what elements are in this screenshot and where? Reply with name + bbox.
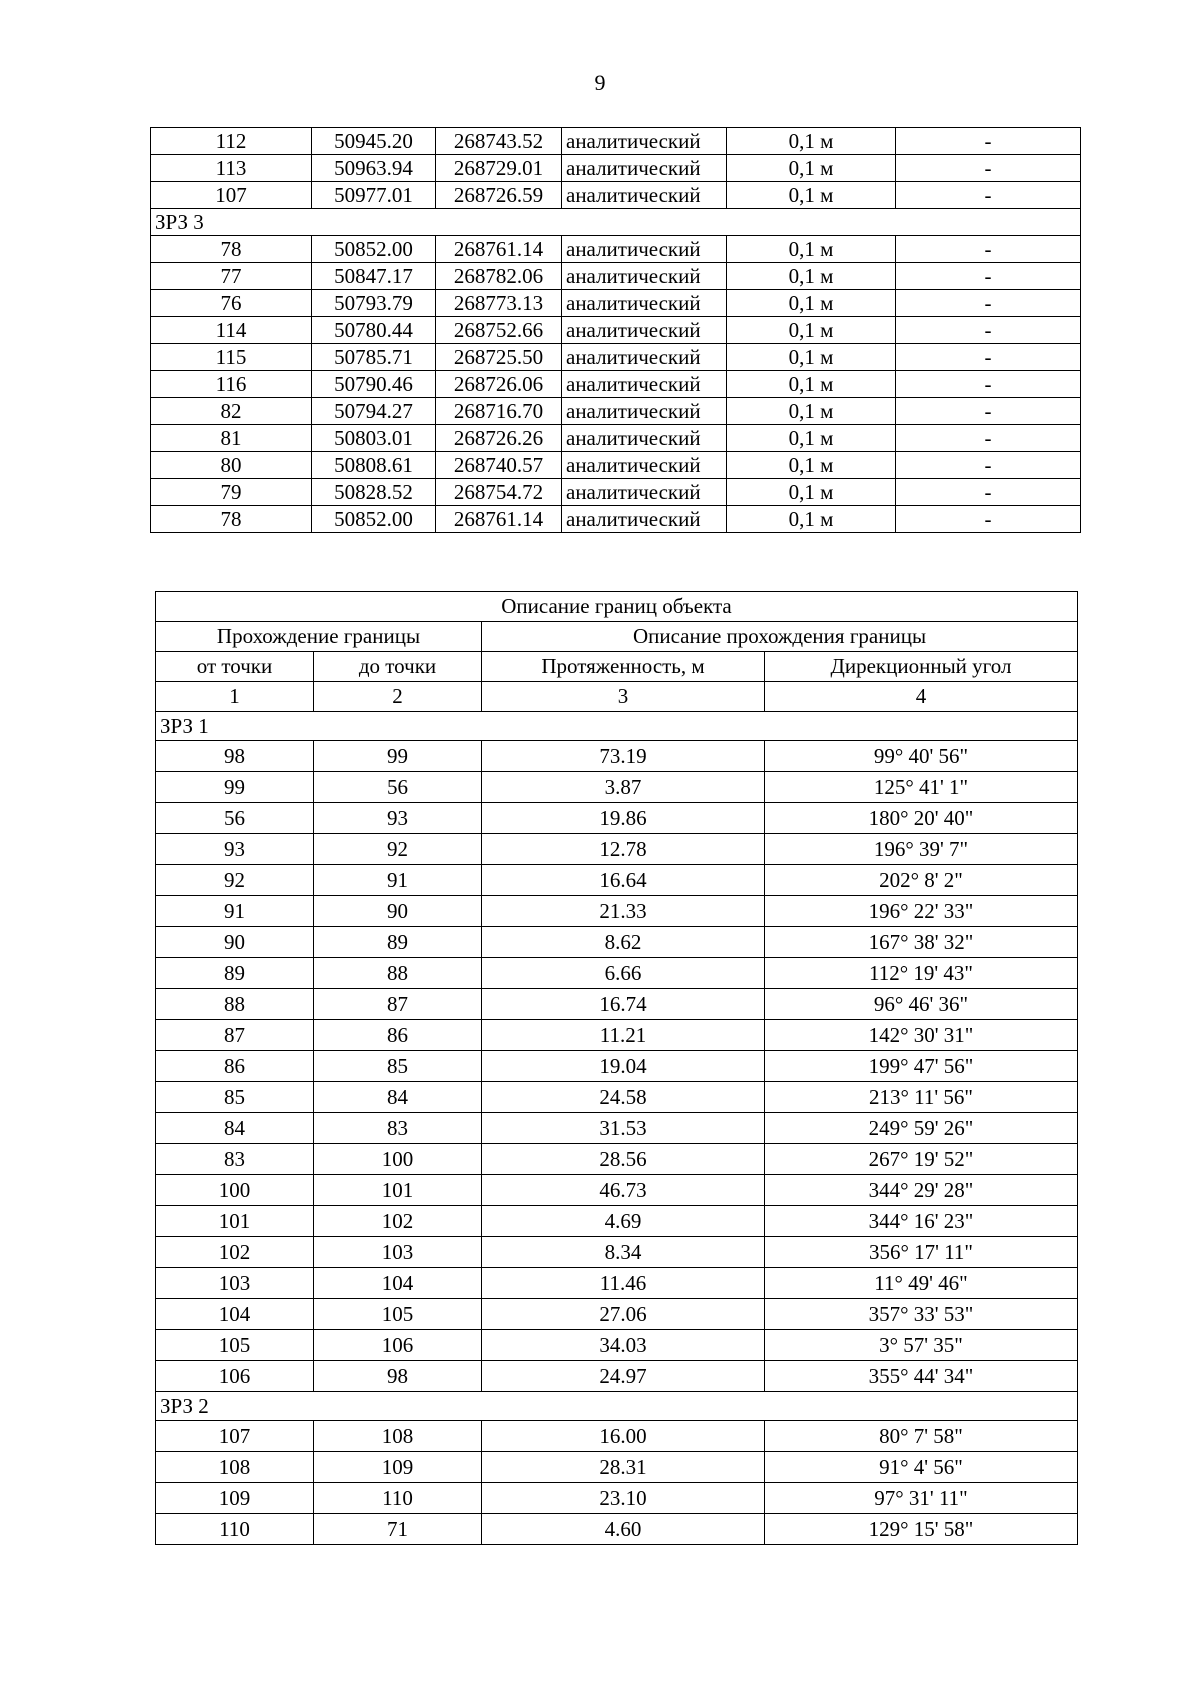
length-cell: 31.53 <box>482 1113 765 1144</box>
method-cell: аналитический <box>562 479 727 506</box>
y-coordinate-cell: 268782.06 <box>436 263 562 290</box>
length-cell: 11.21 <box>482 1020 765 1051</box>
table-row <box>151 506 1081 533</box>
length-cell: 6.66 <box>482 958 765 989</box>
table-row <box>156 1082 1078 1113</box>
table-row <box>156 1144 1078 1175</box>
x-coordinate-cell: 50852.00 <box>312 236 436 263</box>
method-cell: аналитический <box>562 263 727 290</box>
to-point-cell: 84 <box>314 1082 482 1113</box>
from-point-cell: 103 <box>156 1268 314 1299</box>
table-row <box>156 1051 1078 1082</box>
point-number-cell: 82 <box>151 398 312 425</box>
direction-angle-cell: 267° 19' 52" <box>765 1144 1078 1175</box>
table-row <box>151 425 1081 452</box>
to-point-cell: 98 <box>314 1361 482 1392</box>
accuracy-cell: 0,1 м <box>727 425 896 452</box>
note-cell: - <box>896 182 1081 209</box>
method-cell: аналитический <box>562 128 727 155</box>
method-cell: аналитический <box>562 317 727 344</box>
x-coordinate-cell: 50808.61 <box>312 452 436 479</box>
section-label: ЗРЗ 1 <box>156 712 1078 741</box>
to-point-cell: 99 <box>314 741 482 772</box>
table-row <box>151 290 1081 317</box>
length-cell: 23.10 <box>482 1483 765 1514</box>
to-point-cell: 89 <box>314 927 482 958</box>
from-point-cell: 100 <box>156 1175 314 1206</box>
direction-angle-cell: 142° 30' 31" <box>765 1020 1078 1051</box>
to-point-cell: 83 <box>314 1113 482 1144</box>
table-row <box>156 1483 1078 1514</box>
direction-angle-cell: 99° 40' 56" <box>765 741 1078 772</box>
table-row <box>156 865 1078 896</box>
from-point-cell: 101 <box>156 1206 314 1237</box>
table-row <box>156 989 1078 1020</box>
point-number-cell: 78 <box>151 506 312 533</box>
length-cell: 73.19 <box>482 741 765 772</box>
method-cell: аналитический <box>562 236 727 263</box>
length-cell: 24.58 <box>482 1082 765 1113</box>
column-header-angle: Дирекционный угол <box>765 652 1078 682</box>
accuracy-cell: 0,1 м <box>727 452 896 479</box>
table-row <box>151 344 1081 371</box>
group-header-passage: Прохождение границы <box>156 622 482 652</box>
table-row <box>156 772 1078 803</box>
group-header-row <box>156 622 1078 652</box>
point-number-cell: 76 <box>151 290 312 317</box>
table-row <box>156 834 1078 865</box>
to-point-cell: 102 <box>314 1206 482 1237</box>
direction-angle-cell: 11° 49' 46" <box>765 1268 1078 1299</box>
column-header-to: до точки <box>314 652 482 682</box>
table-row <box>156 1330 1078 1361</box>
length-cell: 28.31 <box>482 1452 765 1483</box>
to-point-cell: 56 <box>314 772 482 803</box>
y-coordinate-cell: 268761.14 <box>436 506 562 533</box>
accuracy-cell: 0,1 м <box>727 398 896 425</box>
accuracy-cell: 0,1 м <box>727 128 896 155</box>
x-coordinate-cell: 50945.20 <box>312 128 436 155</box>
table-row <box>156 1113 1078 1144</box>
point-number-cell: 112 <box>151 128 312 155</box>
table-row <box>151 236 1081 263</box>
y-coordinate-cell: 268726.59 <box>436 182 562 209</box>
note-cell: - <box>896 506 1081 533</box>
note-cell: - <box>896 398 1081 425</box>
direction-angle-cell: 125° 41' 1" <box>765 772 1078 803</box>
point-number-cell: 78 <box>151 236 312 263</box>
table-row <box>151 263 1081 290</box>
accuracy-cell: 0,1 м <box>727 155 896 182</box>
accuracy-cell: 0,1 м <box>727 236 896 263</box>
from-point-cell: 56 <box>156 803 314 834</box>
table-row <box>151 398 1081 425</box>
from-point-cell: 83 <box>156 1144 314 1175</box>
accuracy-cell: 0,1 м <box>727 290 896 317</box>
length-cell: 8.62 <box>482 927 765 958</box>
group-header-description: Описание прохождения границы <box>482 622 1078 652</box>
table-row <box>156 1514 1078 1545</box>
table-title-row <box>156 592 1078 622</box>
accuracy-cell: 0,1 м <box>727 182 896 209</box>
from-point-cell: 87 <box>156 1020 314 1051</box>
y-coordinate-cell: 268726.26 <box>436 425 562 452</box>
borders-description-table <box>155 591 1078 1545</box>
length-cell: 46.73 <box>482 1175 765 1206</box>
y-coordinate-cell: 268725.50 <box>436 344 562 371</box>
y-coordinate-cell: 268740.57 <box>436 452 562 479</box>
method-cell: аналитический <box>562 425 727 452</box>
y-coordinate-cell: 268716.70 <box>436 398 562 425</box>
method-cell: аналитический <box>562 290 727 317</box>
to-point-cell: 109 <box>314 1452 482 1483</box>
table-row <box>156 1020 1078 1051</box>
direction-angle-cell: 167° 38' 32" <box>765 927 1078 958</box>
x-coordinate-cell: 50852.00 <box>312 506 436 533</box>
method-cell: аналитический <box>562 506 727 533</box>
to-point-cell: 92 <box>314 834 482 865</box>
note-cell: - <box>896 371 1081 398</box>
from-point-cell: 88 <box>156 989 314 1020</box>
y-coordinate-cell: 268761.14 <box>436 236 562 263</box>
table-row <box>156 803 1078 834</box>
accuracy-cell: 0,1 м <box>727 344 896 371</box>
x-coordinate-cell: 50793.79 <box>312 290 436 317</box>
from-point-cell: 109 <box>156 1483 314 1514</box>
point-number-cell: 79 <box>151 479 312 506</box>
to-point-cell: 88 <box>314 958 482 989</box>
length-cell: 4.60 <box>482 1514 765 1545</box>
point-number-cell: 77 <box>151 263 312 290</box>
accuracy-cell: 0,1 м <box>727 479 896 506</box>
accuracy-cell: 0,1 м <box>727 263 896 290</box>
method-cell: аналитический <box>562 344 727 371</box>
x-coordinate-cell: 50794.27 <box>312 398 436 425</box>
accuracy-cell: 0,1 м <box>727 317 896 344</box>
direction-angle-cell: 202° 8' 2" <box>765 865 1078 896</box>
note-cell: - <box>896 479 1081 506</box>
length-cell: 8.34 <box>482 1237 765 1268</box>
point-number-cell: 115 <box>151 344 312 371</box>
x-coordinate-cell: 50977.01 <box>312 182 436 209</box>
length-cell: 4.69 <box>482 1206 765 1237</box>
method-cell: аналитический <box>562 182 727 209</box>
y-coordinate-cell: 268752.66 <box>436 317 562 344</box>
x-coordinate-cell: 50963.94 <box>312 155 436 182</box>
table-row <box>151 155 1081 182</box>
point-number-cell: 114 <box>151 317 312 344</box>
table-row <box>151 317 1081 344</box>
accuracy-cell: 0,1 м <box>727 506 896 533</box>
direction-angle-cell: 344° 16' 23" <box>765 1206 1078 1237</box>
x-coordinate-cell: 50785.71 <box>312 344 436 371</box>
column-header-row <box>156 652 1078 682</box>
direction-angle-cell: 80° 7' 58" <box>765 1421 1078 1452</box>
note-cell: - <box>896 452 1081 479</box>
x-coordinate-cell: 50828.52 <box>312 479 436 506</box>
to-point-cell: 110 <box>314 1483 482 1514</box>
direction-angle-cell: 196° 22' 33" <box>765 896 1078 927</box>
table-row <box>156 741 1078 772</box>
note-cell: - <box>896 128 1081 155</box>
table-row <box>156 1175 1078 1206</box>
to-point-cell: 86 <box>314 1020 482 1051</box>
table-row <box>156 958 1078 989</box>
section-row <box>156 1392 1078 1421</box>
length-cell: 12.78 <box>482 834 765 865</box>
direction-angle-cell: 112° 19' 43" <box>765 958 1078 989</box>
from-point-cell: 105 <box>156 1330 314 1361</box>
y-coordinate-cell: 268743.52 <box>436 128 562 155</box>
table-row <box>156 1268 1078 1299</box>
from-point-cell: 98 <box>156 741 314 772</box>
from-point-cell: 110 <box>156 1514 314 1545</box>
length-cell: 27.06 <box>482 1299 765 1330</box>
column-number-row <box>156 682 1078 712</box>
note-cell: - <box>896 317 1081 344</box>
table-row <box>151 371 1081 398</box>
column-number: 4 <box>765 682 1078 712</box>
y-coordinate-cell: 268729.01 <box>436 155 562 182</box>
table-row <box>156 1206 1078 1237</box>
to-point-cell: 103 <box>314 1237 482 1268</box>
direction-angle-cell: 199° 47' 56" <box>765 1051 1078 1082</box>
table-row <box>156 896 1078 927</box>
length-cell: 21.33 <box>482 896 765 927</box>
x-coordinate-cell: 50780.44 <box>312 317 436 344</box>
table-row <box>151 128 1081 155</box>
length-cell: 16.00 <box>482 1421 765 1452</box>
length-cell: 11.46 <box>482 1268 765 1299</box>
point-number-cell: 107 <box>151 182 312 209</box>
y-coordinate-cell: 268773.13 <box>436 290 562 317</box>
length-cell: 3.87 <box>482 772 765 803</box>
note-cell: - <box>896 263 1081 290</box>
to-point-cell: 105 <box>314 1299 482 1330</box>
from-point-cell: 84 <box>156 1113 314 1144</box>
length-cell: 16.64 <box>482 865 765 896</box>
direction-angle-cell: 196° 39' 7" <box>765 834 1078 865</box>
from-point-cell: 99 <box>156 772 314 803</box>
table-title: Описание границ объекта <box>156 592 1078 622</box>
table-row <box>156 1421 1078 1452</box>
table-row <box>156 1452 1078 1483</box>
section-label: ЗРЗ 2 <box>156 1392 1078 1421</box>
direction-angle-cell: 97° 31' 11" <box>765 1483 1078 1514</box>
table-row <box>156 927 1078 958</box>
to-point-cell: 87 <box>314 989 482 1020</box>
to-point-cell: 71 <box>314 1514 482 1545</box>
to-point-cell: 93 <box>314 803 482 834</box>
y-coordinate-cell: 268726.06 <box>436 371 562 398</box>
point-number-cell: 116 <box>151 371 312 398</box>
direction-angle-cell: 180° 20' 40" <box>765 803 1078 834</box>
from-point-cell: 104 <box>156 1299 314 1330</box>
from-point-cell: 108 <box>156 1452 314 1483</box>
direction-angle-cell: 249° 59' 26" <box>765 1113 1078 1144</box>
from-point-cell: 102 <box>156 1237 314 1268</box>
column-number: 3 <box>482 682 765 712</box>
point-number-cell: 113 <box>151 155 312 182</box>
page-number: 9 <box>594 70 606 95</box>
to-point-cell: 104 <box>314 1268 482 1299</box>
direction-angle-cell: 91° 4' 56" <box>765 1452 1078 1483</box>
to-point-cell: 90 <box>314 896 482 927</box>
direction-angle-cell: 129° 15' 58" <box>765 1514 1078 1545</box>
point-number-cell: 81 <box>151 425 312 452</box>
from-point-cell: 93 <box>156 834 314 865</box>
coordinates-table <box>150 127 1081 533</box>
direction-angle-cell: 357° 33' 53" <box>765 1299 1078 1330</box>
length-cell: 16.74 <box>482 989 765 1020</box>
to-point-cell: 106 <box>314 1330 482 1361</box>
note-cell: - <box>896 155 1081 182</box>
table-row <box>156 1299 1078 1330</box>
length-cell: 24.97 <box>482 1361 765 1392</box>
table-row <box>156 1237 1078 1268</box>
note-cell: - <box>896 425 1081 452</box>
x-coordinate-cell: 50803.01 <box>312 425 436 452</box>
column-number: 1 <box>156 682 314 712</box>
to-point-cell: 108 <box>314 1421 482 1452</box>
method-cell: аналитический <box>562 452 727 479</box>
length-cell: 19.04 <box>482 1051 765 1082</box>
length-cell: 28.56 <box>482 1144 765 1175</box>
method-cell: аналитический <box>562 371 727 398</box>
direction-angle-cell: 355° 44' 34" <box>765 1361 1078 1392</box>
from-point-cell: 86 <box>156 1051 314 1082</box>
length-cell: 34.03 <box>482 1330 765 1361</box>
accuracy-cell: 0,1 м <box>727 371 896 398</box>
direction-angle-cell: 344° 29' 28" <box>765 1175 1078 1206</box>
from-point-cell: 89 <box>156 958 314 989</box>
to-point-cell: 100 <box>314 1144 482 1175</box>
method-cell: аналитический <box>562 155 727 182</box>
note-cell: - <box>896 290 1081 317</box>
section-row <box>156 712 1078 741</box>
x-coordinate-cell: 50847.17 <box>312 263 436 290</box>
table-row <box>151 182 1081 209</box>
direction-angle-cell: 356° 17' 11" <box>765 1237 1078 1268</box>
from-point-cell: 92 <box>156 865 314 896</box>
length-cell: 19.86 <box>482 803 765 834</box>
direction-angle-cell: 96° 46' 36" <box>765 989 1078 1020</box>
from-point-cell: 90 <box>156 927 314 958</box>
to-point-cell: 85 <box>314 1051 482 1082</box>
from-point-cell: 106 <box>156 1361 314 1392</box>
column-header-length: Протяженность, м <box>482 652 765 682</box>
from-point-cell: 91 <box>156 896 314 927</box>
to-point-cell: 91 <box>314 865 482 896</box>
note-cell: - <box>896 236 1081 263</box>
x-coordinate-cell: 50790.46 <box>312 371 436 398</box>
method-cell: аналитический <box>562 398 727 425</box>
direction-angle-cell: 3° 57' 35" <box>765 1330 1078 1361</box>
to-point-cell: 101 <box>314 1175 482 1206</box>
note-cell: - <box>896 344 1081 371</box>
point-number-cell: 80 <box>151 452 312 479</box>
table-row <box>151 479 1081 506</box>
from-point-cell: 85 <box>156 1082 314 1113</box>
column-header-from: от точки <box>156 652 314 682</box>
direction-angle-cell: 213° 11' 56" <box>765 1082 1078 1113</box>
column-number: 2 <box>314 682 482 712</box>
table-row <box>151 452 1081 479</box>
from-point-cell: 107 <box>156 1421 314 1452</box>
y-coordinate-cell: 268754.72 <box>436 479 562 506</box>
section-label: ЗРЗ 3 <box>151 209 1081 236</box>
table-row <box>156 1361 1078 1392</box>
section-row <box>151 209 1081 236</box>
